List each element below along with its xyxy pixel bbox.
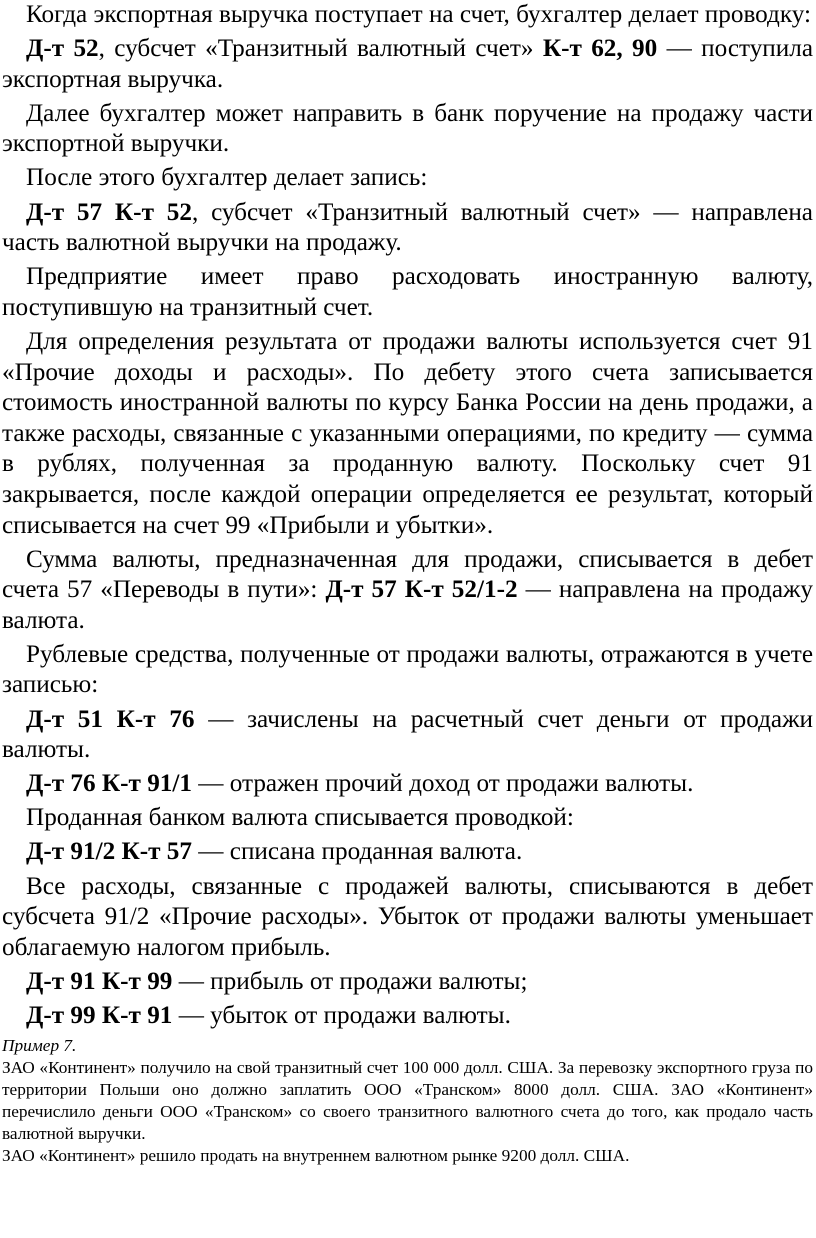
paragraph [2, 803, 813, 834]
paragraph-text: Предприятие имеет право расходовать иностранную валюту, поступившую на транзитный счет. [2, 263, 813, 321]
paragraph-text: Сумма валюты, предназначенная для продажи, списывается в дебет счета 57 «Переводы в пути»: [2, 545, 813, 604]
entry-paragraph [2, 1001, 813, 1032]
example-label: Пример 7. [2, 1036, 77, 1055]
paragraph-text: Когда экспортная выручка поступает на счет, бухгалтер делает проводку: [26, 1, 811, 28]
entry-code: Д-т 52 [26, 35, 99, 63]
paragraph-text: После этого бухгалтер делает запись: [26, 164, 428, 192]
entry-paragraph [2, 705, 813, 766]
entry-code: Д-т 51 К-т 76 [26, 705, 195, 733]
entry-paragraph [2, 769, 813, 800]
paragraph [2, 640, 813, 701]
paragraph-text: — поступила экспортная выручка. [2, 35, 813, 93]
entry-code: Д-т 57 К-т 52 [26, 198, 192, 226]
paragraph-text: Проданная банком валюта списывается проводкой: [26, 804, 574, 832]
paragraph-text: , субсчет «Транзитный валютный счет» [98, 35, 543, 63]
entry-paragraph [2, 545, 813, 637]
entry-code: Д-т 91/2 К-т 57 [26, 838, 192, 866]
example-paragraph: ЗАО «Континент» получило на свой транзитный счет 100 000 долл. США. За перевозку экспортного груза по территории Польши оно должно заплатить ООО «Транском» 8000 долл. США. ЗАО «Континент» перечислило деньги ООО «Транском» со своего транзитного валютного счета до того, как продало часть валютной выручки. [2, 1057, 813, 1143]
paragraph-text: — списана проданная валюта. [191, 838, 523, 866]
paragraph-text: — отражен прочий доход от продажи валюты. [191, 770, 694, 798]
example-paragraph: ЗАО «Континент» решило продать на внутреннем валютном рынке 9200 долл. США. [2, 1145, 630, 1165]
paragraph-text: , субсчет «Транзитный валютный счет» — направлена часть валютной выручки на продажу. [2, 198, 813, 257]
entry-code: Д-т 91 К-т 99 [26, 967, 173, 995]
paragraph-text: — направлена на продажу валюта. [2, 576, 814, 634]
entry-code: Д-т 99 К-т 91 [26, 1001, 173, 1029]
paragraph [2, 262, 813, 323]
example-label-line [2, 1035, 813, 1057]
paragraph-text: — убыток от продажи валюты. [172, 1001, 511, 1029]
example-block [2, 1035, 813, 1166]
entry-paragraph [2, 198, 813, 259]
paragraph-text: Далее бухгалтер может направить в банк поручение на продажу части экспортной выручки. [2, 99, 813, 158]
entry-code: Д-т 57 К-т 52/1-2 [325, 576, 518, 604]
entry-code: К-т 62, 90 [542, 35, 658, 63]
entry-paragraph [2, 837, 813, 868]
entry-paragraph [2, 34, 813, 95]
paragraph-text: — зачислены на расчетный счет деньги от продажи валюты. [2, 705, 813, 764]
paragraph-text: Рублевые средства, полученные от продажи валюты, отражаются в учете записью: [2, 640, 813, 699]
paragraph [2, 163, 813, 194]
paragraph [2, 872, 813, 964]
entry-paragraph [2, 967, 813, 998]
main-text [2, 0, 813, 1032]
paragraph-text: — прибыль от продажи валюты; [172, 967, 528, 995]
paragraph [2, 0, 813, 31]
paragraph [2, 99, 813, 160]
paragraph-text: Все расходы, связанные с продажей валюты, списываются в дебет субсчета 91/2 «Прочие расходы». Убыток от продажи валюты уменьшает облагаемую налогом прибыль. [2, 872, 813, 961]
paragraph-text: Для определения результата от продажи валюты используется счет 91 «Прочие доходы и расходы». По дебету этого счета записывается стоимость иностранной валюты по курсу Банка России на день продажи, а также расходы, связанные с указанными операциями, по кредиту — сумма в рублях, полученная за проданную валюту. Поскольку счет 91 закрывается, после каждой операции определяется ее результат, который списывается на счет 99 «Прибыли и убытки». [2, 327, 813, 539]
entry-code: Д-т 76 К-т 91/1 [26, 770, 192, 798]
paragraph [2, 327, 813, 541]
